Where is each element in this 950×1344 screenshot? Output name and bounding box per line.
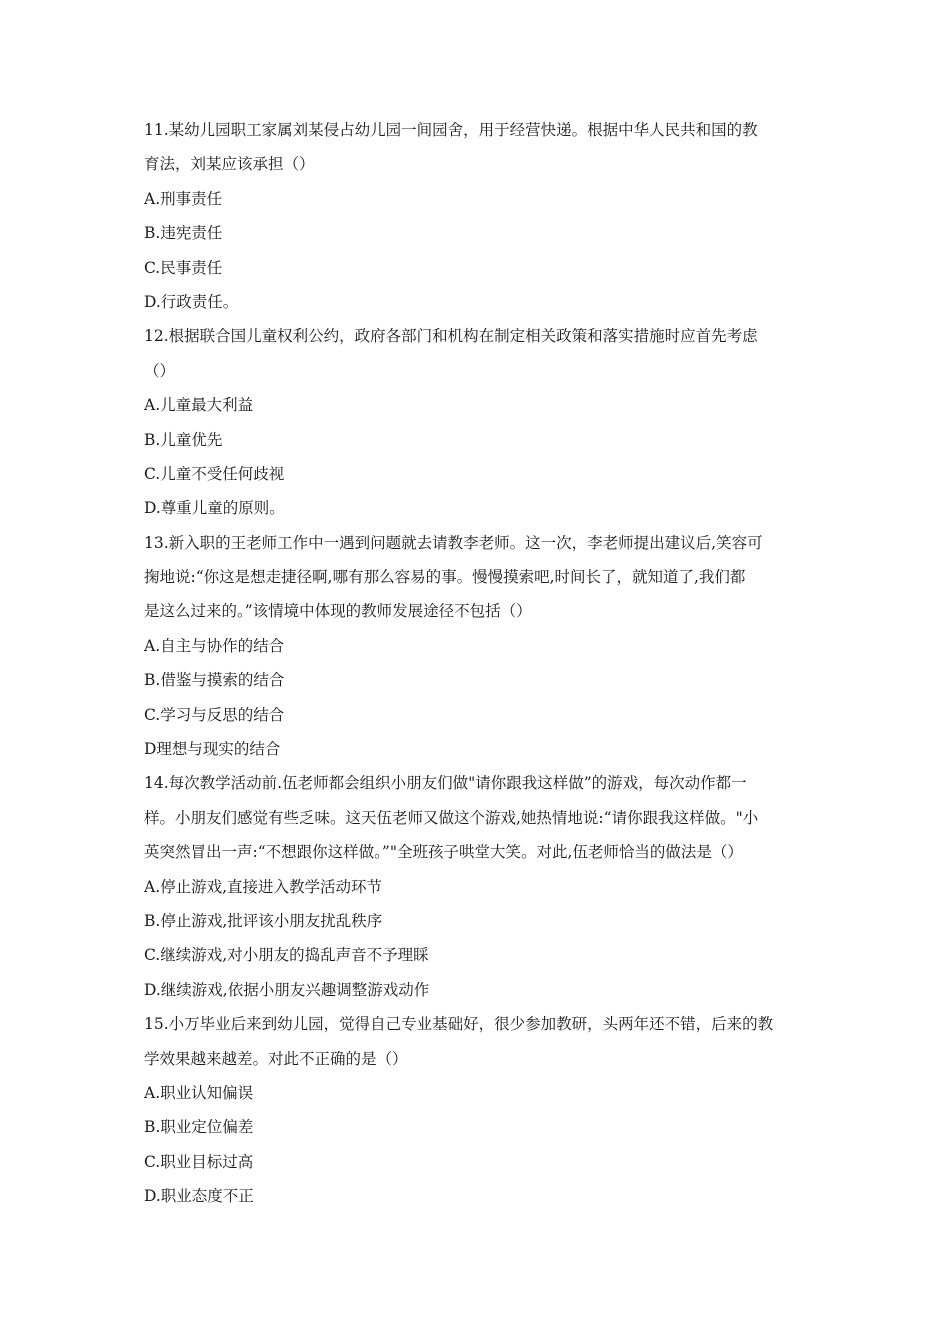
question-stem-line: 13.新入职的王老师工作中一遇到问题就去请教李老师。这一次，李老师提出建议后,笑容可 (144, 533, 763, 552)
question-14 (144, 766, 814, 1007)
option-c: C.继续游戏,对小朋友的捣乱声音不予理睬 (144, 946, 429, 965)
option-b: B.职业定位偏差 (144, 1118, 254, 1137)
question-stem-line: 11.某幼儿园职工家属刘某侵占幼儿园一间园舍，用于经营快递。根据中华人民共和国的教 (144, 121, 758, 139)
question-stem-line: （） (144, 361, 176, 380)
option-b: B.儿童优先 (144, 430, 223, 449)
question-stem-line: 英突然冒出一声:“不想跟你这样做。”"全班孩子哄堂大笑。对此,伍老师恰当的做法是（） (144, 843, 743, 862)
option-b: B.违宪责任 (144, 224, 223, 243)
option-c: C.学习与反思的结合 (144, 705, 285, 724)
option-a: A.停止游戏,直接进入教学活动环节 (144, 877, 383, 896)
question-stem-line: 14.每次教学活动前.伍老师都会组织小朋友们做"请你跟我这样做”的游戏，每次动作都一 (144, 774, 747, 793)
option-a: A.职业认知偏误 (144, 1083, 254, 1102)
question-stem-line: 学效果越来越差。对此不正确的是（） (144, 1049, 408, 1068)
option-d: D.尊重儿童的原则。 (144, 499, 285, 518)
option-d: D理想与现实的结合 (144, 740, 281, 759)
question-11 (144, 113, 814, 319)
option-d: D.行政责任。 (144, 292, 239, 311)
option-c: C.儿童不受任何歧视 (144, 464, 285, 483)
question-stem-line: 掬地说:“你这是想走捷径啊,哪有那么容易的事。慢慢摸索吧,时间长了，就知道了,我们都 (144, 568, 746, 587)
question-stem-line: 15.小万毕业后来到幼儿园，觉得自己专业基础好，很少参加教研，头两年还不错，后来的教 (144, 1015, 774, 1034)
option-c: C.民事责任 (144, 258, 223, 277)
option-d: D.继续游戏,依据小朋友兴趣调整游戏动作 (144, 980, 430, 999)
question-12 (144, 319, 814, 525)
option-d: D.职业态度不正 (144, 1187, 254, 1206)
question-stem-line: 样。小朋友们感觉有些乏味。这天伍老师又做这个游戏,她热情地说:“请你跟我这样做。"小 (144, 808, 759, 827)
option-a: A.儿童最大利益 (144, 396, 254, 415)
option-b: B.停止游戏,批评该小朋友扰乱秩序 (144, 911, 383, 930)
question-13 (144, 526, 814, 767)
question-list (144, 113, 814, 1214)
option-a: A.自主与协作的结合 (144, 636, 285, 655)
question-stem-line: 12.根据联合国儿童权利公约，政府各部门和机构在制定相关政策和落实措施时应首先考虑 (144, 327, 758, 346)
option-b: B.借鉴与摸索的结合 (144, 671, 285, 690)
option-a: A.刑事责任 (144, 189, 223, 208)
question-15 (144, 1007, 814, 1213)
question-stem-line: 是这么过来的。”该情境中体现的教师发展途径不包括（） (144, 602, 532, 621)
question-stem-line: 育法，刘某应该承担（） (144, 155, 315, 174)
option-c: C.职业目标过高 (144, 1152, 254, 1171)
